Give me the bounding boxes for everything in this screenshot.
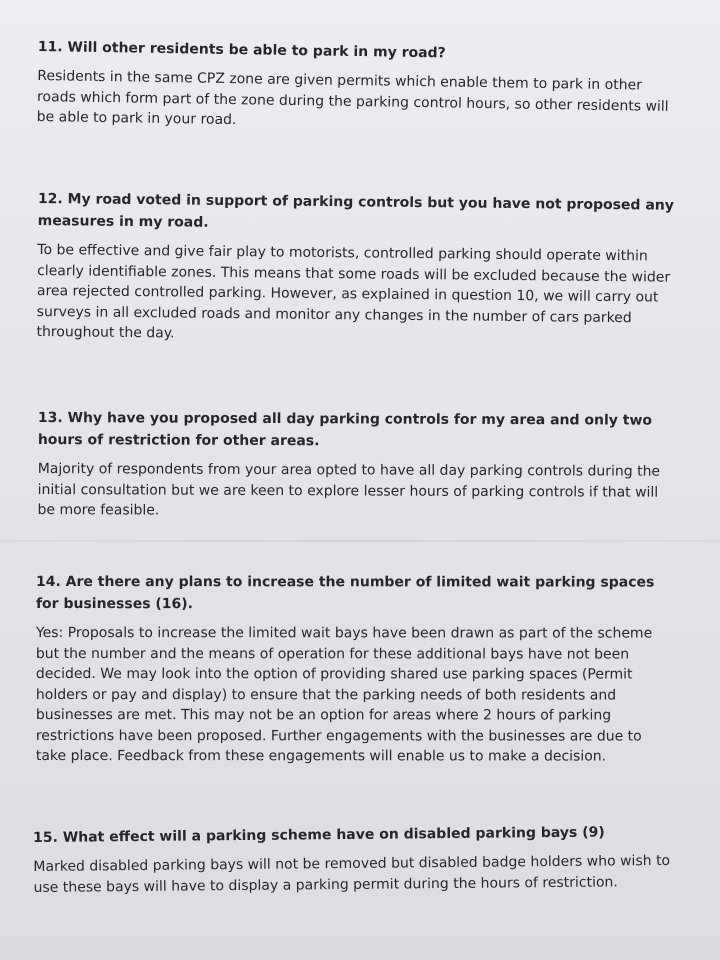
- faq-question: 12. My road voted in support of parking controls but you have not proposed any measures in my road.: [37, 190, 674, 231]
- faq-item-11: [37, 36, 678, 138]
- faq-item-14: [36, 571, 676, 767]
- faq-question: 13. Why have you proposed all day parking controls for my area and only two hours of restriction for other areas.: [37, 409, 653, 450]
- faq-question: 15. What effect will a parking scheme have on disabled parking bays (9): [33, 824, 605, 846]
- faq-question: 11. Will other residents be able to park in my road?: [37, 38, 446, 62]
- faq-answer: To be effective and give fair play to motorists, controlled parking should operate within clearly identifiable zones. This means that some roads will be excluded because the wider area rejected controlled parking. However, as explained in question 10, we will carry out surveys in all excluded roads and monitor any changes in the number of cars parked throughout the day.: [36, 241, 671, 342]
- faq-item-13: [38, 407, 678, 523]
- faq-answer: Yes: Proposals to increase the limited wait bays have been drawn as part of the scheme but the number and the means of operation for these additional bays have not been decided. We may look into the option of providing shared use parking spaces (Permit holders or pay and display) to ensure that the parking needs of both residents and businesses are met. This may not be an option for areas where 2 hours of parking restrictions have been proposed. Further engagements with the businesses are due to take place. Feedback from these engagements will enable us to make a decision.: [35, 625, 653, 765]
- faq-question: 14. Are there any plans to increase the number of limited wait parking spaces for businesses (16).: [35, 574, 655, 613]
- faq-answer: Residents in the same CPZ zone are given permits which enable them to park in other roads which form part of the zone during the parking control hours, so other residents will be able to park in your road.: [36, 67, 669, 129]
- faq-answer: Marked disabled parking bays will not be removed but disabled badge holders who wish to use these bays will have to display a parking permit during the hours of restriction.: [33, 852, 671, 896]
- faq-answer: Majority of respondents from your area opted to have all day parking controls during the initial consultation but we are keen to explore lesser hours of parking controls if that will be more feasible.: [37, 460, 661, 519]
- faq-item-12: [36, 188, 678, 349]
- faq-item-15: [33, 821, 674, 898]
